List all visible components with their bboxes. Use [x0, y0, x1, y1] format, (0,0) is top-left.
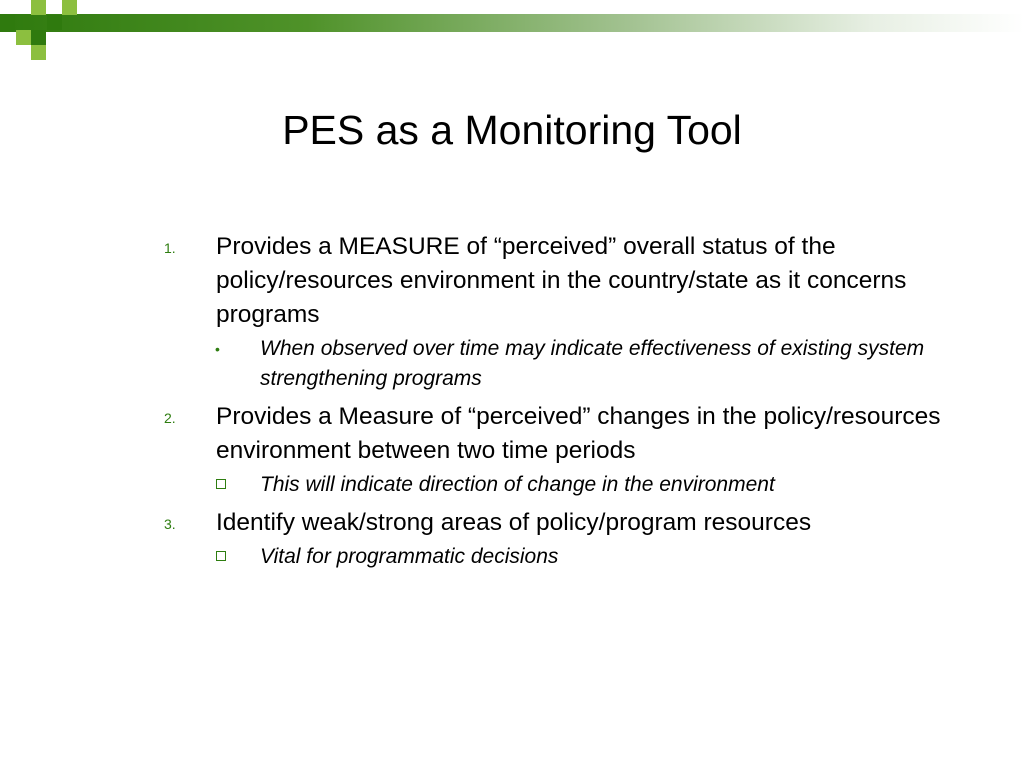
hollow-square-bullet-icon: [216, 479, 226, 489]
sub-bullet-text: This will indicate direction of change in the environment: [260, 473, 775, 496]
sub-bullet: [160, 470, 960, 500]
sub-bullet-text: When observed over time may indicate effectiveness of existing system strengthening programs: [260, 337, 925, 390]
numbered-list: [160, 230, 960, 578]
list-item: [160, 506, 960, 540]
dot-bullet-icon: •: [215, 341, 220, 357]
list-number: 1.: [164, 240, 176, 256]
header-gradient-bar: [0, 14, 1024, 32]
list-item-text: Provides a MEASURE of “perceived” overall status of the policy/resources environment in the country/state as it concerns programs: [216, 233, 907, 328]
list-number: 3.: [164, 516, 176, 532]
hollow-square-bullet-icon: [216, 551, 226, 561]
list-item-text: Identify weak/strong areas of policy/program resources: [216, 509, 812, 536]
list-item: [160, 400, 960, 468]
list-item-text: Provides a Measure of “perceived” changes in the policy/resources environment between two time periods: [216, 403, 941, 464]
sub-bullet: [160, 334, 960, 394]
slide-title: PES as a Monitoring Tool: [282, 107, 742, 153]
list-item: [160, 230, 960, 332]
sub-bullet-text: Vital for programmatic decisions: [260, 545, 559, 568]
list-number: 2.: [164, 410, 176, 426]
sub-bullet: [160, 542, 960, 572]
